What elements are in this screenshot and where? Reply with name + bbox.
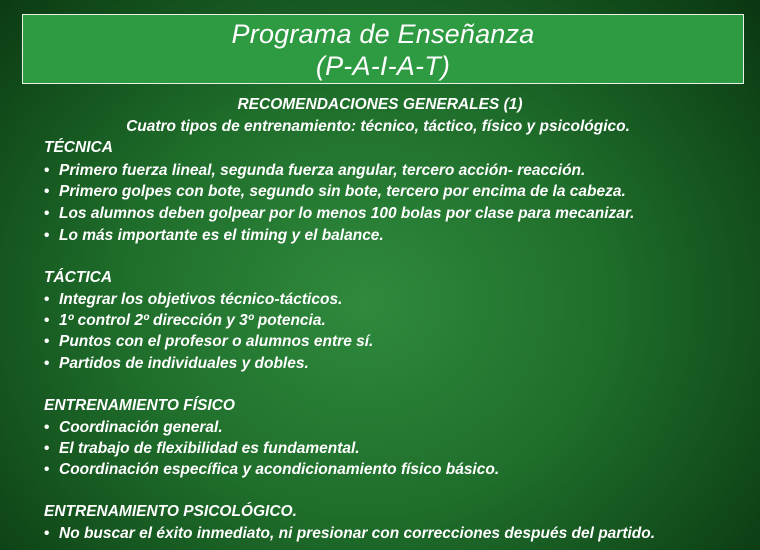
list-item [44, 182, 626, 202]
list-item [44, 204, 634, 224]
list-item-text: Primero fuerza lineal, segunda fuerza angular, tercero acción- reacción. [59, 162, 586, 179]
section-title-tecnica: TÉCNICA [44, 139, 113, 156]
list-item [44, 524, 655, 544]
recommendations-intro: Cuatro tipos de entrenamiento: técnico, táctico, físico y psicológico. [126, 118, 630, 135]
list-item [44, 418, 223, 438]
list-item-text: Primero golpes con bote, segundo sin bote, tercero por encima de la cabeza. [59, 183, 626, 200]
section-title-fisico: ENTRENAMIENTO FÍSICO [44, 397, 235, 414]
section-title-tactica: TÁCTICA [44, 269, 113, 286]
bullet-icon: • [44, 355, 50, 372]
slide-title: Programa de Enseñanza [231, 19, 535, 49]
list-item [44, 332, 373, 352]
bullet-icon: • [44, 419, 50, 436]
bullet-icon: • [44, 333, 50, 350]
list-item-text: No buscar el éxito inmediato, ni presionar con correcciones después del partido. [59, 525, 656, 542]
list-item [44, 311, 326, 331]
list-item-text: El trabajo de flexibilidad es fundamental. [59, 440, 360, 457]
title-box [22, 14, 744, 84]
slide-subtitle: (P-A-I-A-T) [315, 51, 451, 81]
bullet-icon: • [44, 312, 50, 329]
list-item [44, 161, 585, 181]
list-item-text: 1º control 2º dirección y 3º potencia. [59, 312, 326, 329]
bullet-icon: • [44, 291, 50, 308]
bullet-icon: • [44, 162, 50, 179]
list-item-text: Los alumnos deben golpear por lo menos 100 bolas por clase para mecanizar. [59, 205, 635, 222]
list-item [44, 290, 342, 310]
bullet-icon: • [44, 183, 50, 200]
bullet-icon: • [44, 461, 50, 478]
list-item [44, 226, 384, 246]
list-item-text: Coordinación general. [59, 419, 223, 436]
bullet-icon: • [44, 227, 50, 244]
list-item [44, 354, 309, 374]
list-item [44, 460, 499, 480]
list-item-text: Partidos de individuales y dobles. [59, 355, 309, 372]
bullet-icon: • [44, 440, 50, 457]
bullet-icon: • [44, 525, 50, 542]
list-item-text: Integrar los objetivos técnico-tácticos. [59, 291, 343, 308]
list-item-text: Lo más importante es el timing y el balance. [59, 227, 384, 244]
list-item-text: Puntos con el profesor o alumnos entre sí. [59, 333, 374, 350]
recommendations-heading: RECOMENDACIONES GENERALES (1) [237, 96, 523, 113]
list-item [44, 439, 360, 459]
section-title-psicologico: ENTRENAMIENTO PSICOLÓGICO. [44, 503, 297, 520]
list-item-text: Coordinación específica y acondicionamiento físico básico. [59, 461, 500, 478]
bullet-icon: • [44, 205, 50, 222]
